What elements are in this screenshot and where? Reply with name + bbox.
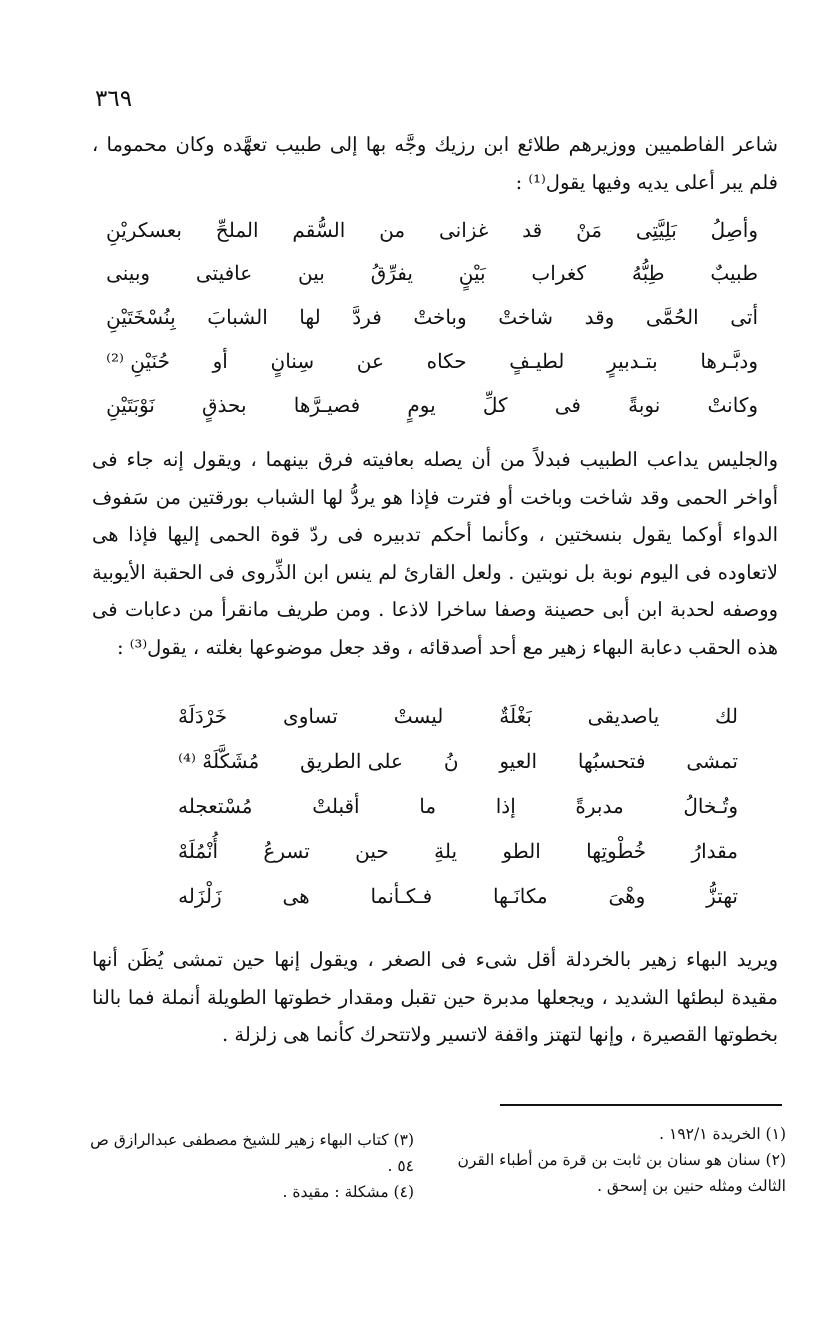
verse-word: تمشى [686,749,738,773]
verse-word: بعسكريْنِ [106,218,182,242]
verse-word: وباختْ [413,305,467,329]
verse-line [178,704,738,728]
verse-line [178,794,738,818]
verse-word: لك [715,704,738,728]
verse-word: قد [522,218,543,242]
verse-word: عافيتى [195,261,253,285]
verse-line [178,749,738,773]
verse-word: ليستْ [393,704,444,728]
verse-word: مُشَكَّلَهْ ⁽⁴⁾ [178,749,260,773]
verse-word: تهتزُّ [706,884,738,908]
verse-word: بِنُسْخَتَيْنِ [106,305,176,329]
footnotes-left-column [80,1127,414,1205]
footnote-2: (٢) سنان هو سنان بن ثابت بن قرة من أطباء القرن [457,1151,786,1169]
verse-word: بَيْنٍ [458,261,486,285]
verse-word: وهْىَ [608,884,646,908]
verse-word: فتحسبُها [577,749,646,773]
footnote-3-continued: ٥٤ . [387,1157,414,1175]
verse-word: أتى [730,305,758,329]
verse-word: تساوى [283,704,338,728]
verse-word: الطو [502,839,541,863]
verse-word: بَلِيَّتِى [635,218,677,242]
verse-word: كغراب [531,261,587,285]
verse-word: وأصِلُ [710,218,758,242]
footnote-2-continued: الثالث ومثله حنين بن إسحق . [597,1177,786,1195]
verse-word: مُسْتعجله [178,794,253,818]
verse-word: من [379,218,406,242]
verse-word: زَلْزَله [178,884,222,908]
paragraph-text: والجليس يداعب الطبيب فبدلاً من أن يصله بعافيته فرق بينهما ، ويقول إنه جاء فى أواخر الحمى وقد شاخت وباخت أو فترت فإذا هو يردُّ لها الشباب بورقتين من سَفوف الدواء أوكما يقول بنسختين ، وكأنما أحكم تدبيره فى ردّ قوة الحمى إليها فإذا هى لاتعاوده فى اليوم نوبة بل نوبتين . ولعل القارئ لم ينس ابن الذِّروى فى الحقبة الأيوبية ووصفه لحدبة ابن أبى حصينة وصفا ساخرا لاذعا . ومن طريف مانقرأ من دعابات فى هذه الحقب دعابة البهاء زهير مع أحد أصدقائه ، وقد جعل موضوعها بغلته ، يقول⁽³⁾ : [92,448,778,659]
footnote-3: (٣) كتاب البهاء زهير للشيخ مصطفى عبدالرازق ص [90,1131,414,1149]
verse-word: الشبابَ [207,305,268,329]
verse-word: بحذقٍ [202,393,247,417]
verse-word: على الطريق [300,749,403,773]
verse-word: حين [355,839,389,863]
verse-word: خَرْدَلَهْ [178,704,228,728]
verse-word: تسرعُ [263,839,310,863]
verse-word: العيو [499,749,537,773]
verse-word: أقبلتْ [312,794,360,818]
verse-word: الملحِّ [215,218,259,242]
verse-word: وكانتْ [707,393,758,417]
paragraph-text: ويريد البهاء زهير بالخردلة أقل شىء فى الصغر ، ويقول إنها حين تمشى يُظَن أنها مقيدة لبطئها الشديد ، ويجعلها مدبرة حين تقبل ومقدار خطوتها الطويلة أنملة فما بالنا بخطوتها القصيرة ، وإنها لتهتز واقفة لاتسير ولاتتحرك كأنما هى زلزلة . [92,948,778,1046]
verse-word: فردَّ [352,305,382,329]
verse-word: أُنْمُلَهْ [178,839,219,863]
page-number: ٣٦٩ [95,86,133,112]
verse-word: مدبرةً [575,794,624,818]
verse-word: غزانى [438,218,489,242]
paragraph-commentary [92,441,778,666]
verse-word: فى [554,393,581,417]
verse-word: بتـدبيرٍ [607,349,658,373]
footnote-1: (١) الخريدة ١٩٢/١ . [659,1125,786,1143]
verse-word: حكاه [426,349,467,373]
verse-word: ودبَّـرها [700,349,758,373]
verse-word: سِنانٍ [270,349,315,373]
verse-word: يلةِ [434,839,458,863]
verse-word: بين [298,261,325,285]
verse-line [106,305,758,329]
footnotes-right-column [452,1121,786,1199]
verse-word: لها [299,305,321,329]
verse-word: مقدارُ [691,839,738,863]
verse-word: نوبةً [628,393,661,417]
verse-word: حُنَيْنِ ⁽²⁾ [106,349,170,373]
verse-line [106,393,758,417]
verse-word: يفرِّقُ [370,261,413,285]
verse-word: السُّقم [292,218,346,242]
verse-word: فصيـرَّها [293,393,361,417]
verse-word: شاختْ [498,305,554,329]
verse-word: خُطْوتِها [586,839,647,863]
paragraph-intro [92,126,778,201]
paragraph-explanation [92,941,778,1054]
verse-word: طبيبٌ [710,261,758,285]
verse-line [178,839,738,863]
verse-word: مَنْ [576,218,602,242]
verse-word: وتُـخالُ [683,794,738,818]
verse-line [106,349,758,373]
verse-word: ياصديقى [587,704,660,728]
footnote-divider [500,1104,782,1106]
verse-word: فـكـأنما [370,884,433,908]
footnote-4: (٤) مشكلة : مقيدة . [282,1183,414,1201]
verse-word: طِبُّهُ [631,261,665,285]
verse-word: إذا [495,794,516,818]
verse-word: نَوْبَتَيْنِ [106,393,155,417]
paragraph-text: شاعر الفاطميين ووزيرهم طلائع ابن رزيك وجَّه بها إلى طبيب تعهَّده وكان محموما ، فلم يبر أعلى يديه وفيها يقول⁽¹⁾ : [92,133,778,194]
verse-line [178,884,738,908]
verse-word: عن [356,349,384,373]
verse-word: الحُمَّى [645,305,699,329]
verse-word: بَغْلَةٌ [499,704,532,728]
verse-word: مكانَـها [493,884,548,908]
verse-word: وقد [584,305,615,329]
verse-word: لطيـفٍ [509,349,565,373]
verse-word: كلِّ [482,393,508,417]
verse-word: ما [419,794,437,818]
verse-word: يومٍ [407,393,436,417]
verse-word: هى [282,884,310,908]
verse-line [106,218,758,242]
verse-word: وبينى [106,261,151,285]
verse-word: نُ [443,749,459,773]
verse-word: أو [212,349,228,373]
verse-line [106,261,758,285]
